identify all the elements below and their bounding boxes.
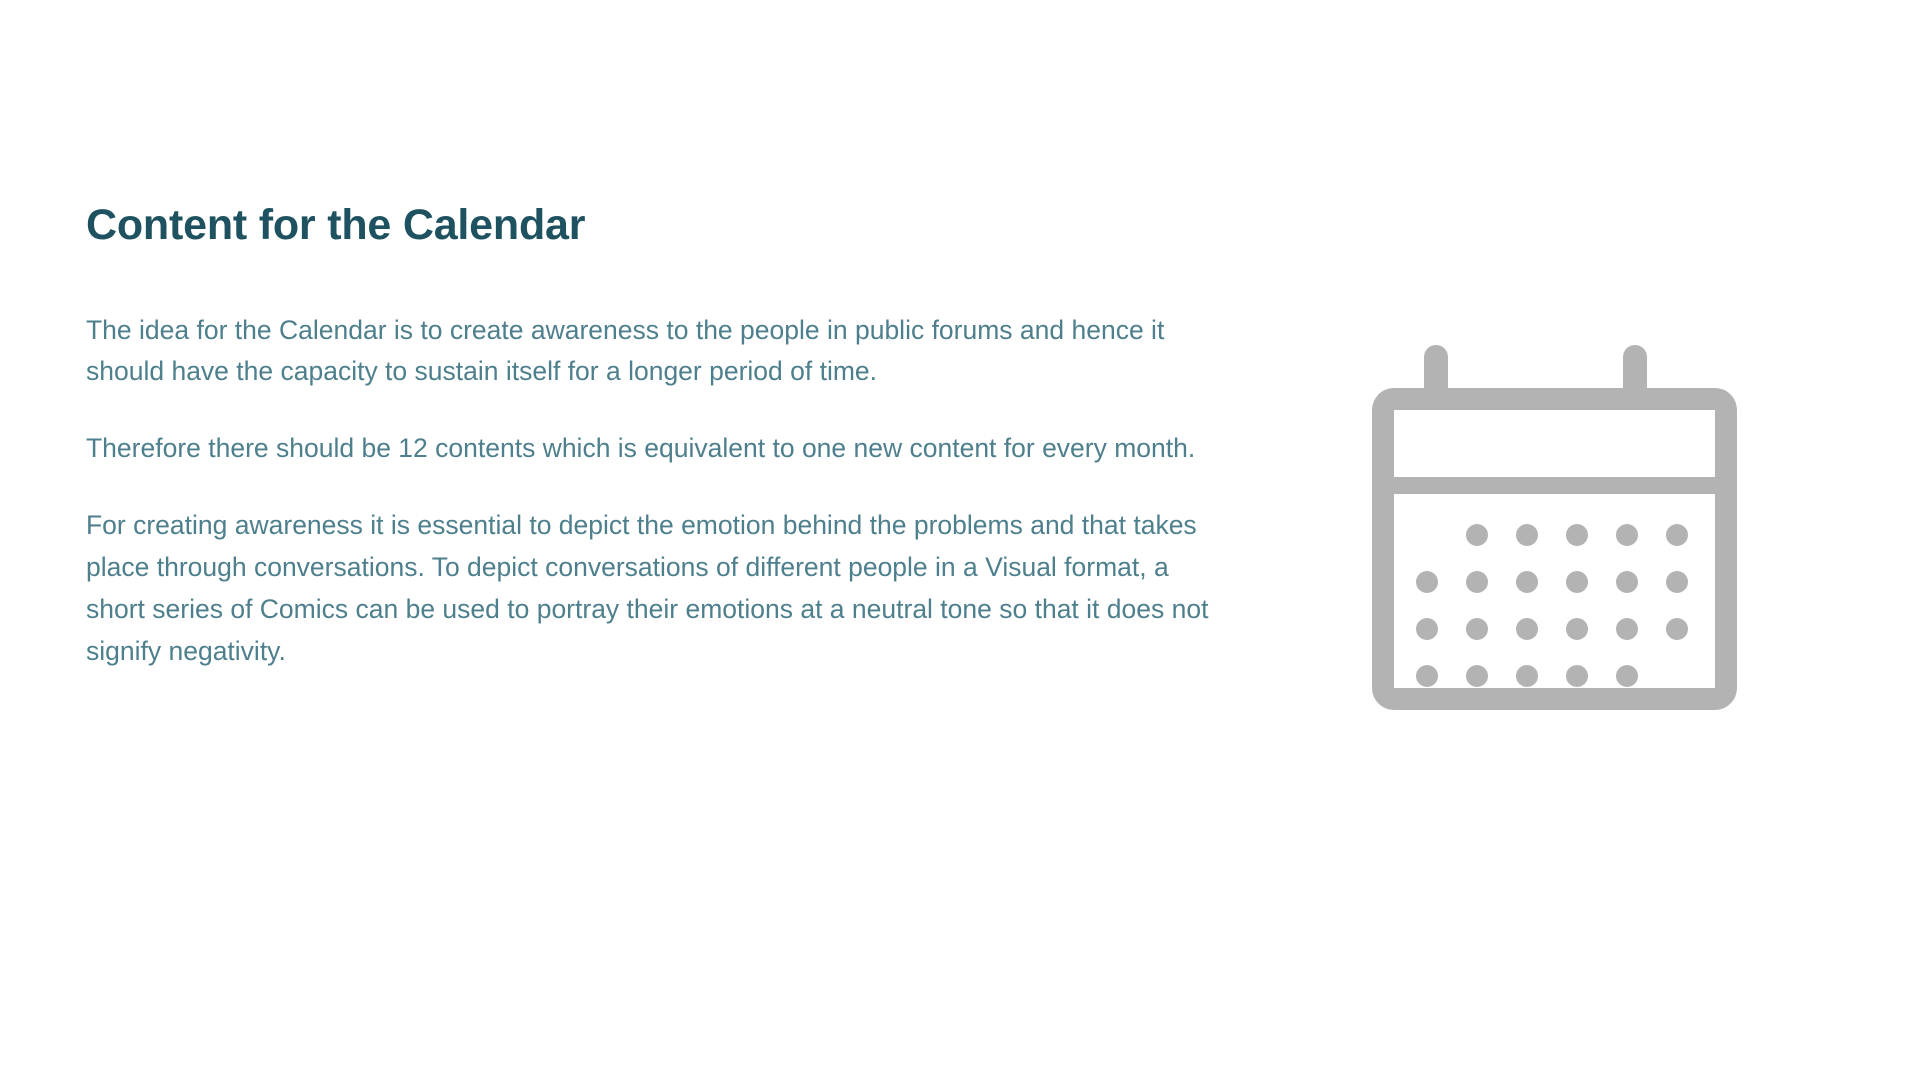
body-paragraph-2: Therefore there should be 12 contents which is equivalent to one new content for every month. [86, 433, 1196, 464]
calendar-icon [1355, 330, 1775, 750]
body-paragraph-3: For creating awareness it is essential to depict the emotion behind the problems and that takes place through conversations. To depict conversations of different people in a Visual format, a short series of Comics can be used to portray their emotions at a neutral tone so that it does not signify negativity. [86, 510, 1209, 666]
page-title: Content for the Calendar [86, 201, 586, 249]
body-paragraph-1: The idea for the Calendar is to create awareness to the people in public forums and hence it should have the capacity to sustain itself for a longer period of time. [86, 314, 1165, 387]
slide-content-column [86, 200, 1226, 673]
